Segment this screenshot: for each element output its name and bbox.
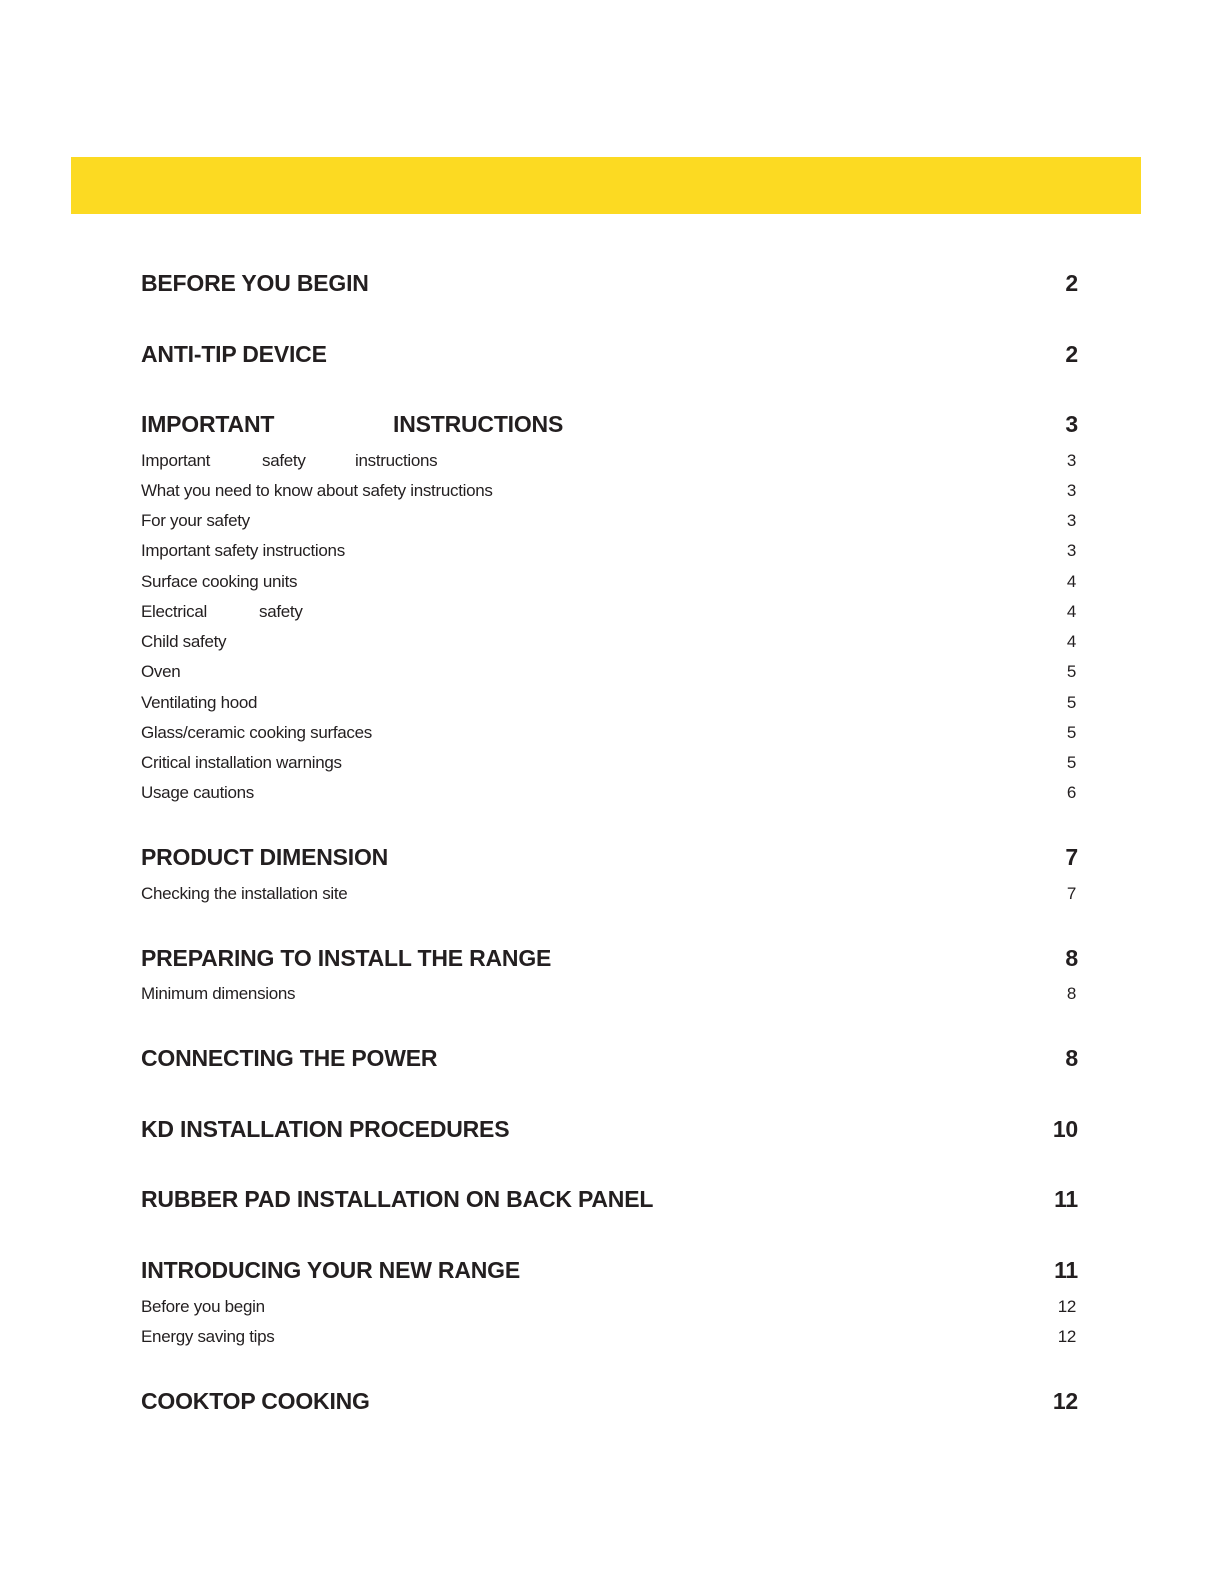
toc-subentry-label: Child safety [141,632,227,651]
toc-entry-introducing-your-new-range[interactable] [141,1257,1078,1284]
toc-subentry-label: Before you begin [141,1297,265,1316]
toc-entry-label: COOKTOP COOKING [141,1388,370,1414]
toc-page-number: 12 [1057,1297,1076,1316]
toc-page-number: 8 [1065,945,1078,971]
toc-entry-label: KD INSTALLATION PROCEDURES [141,1116,510,1142]
toc-page-number: 11 [1054,1257,1078,1283]
toc-subentry-label [141,602,303,622]
toc-entry-cooktop-cooking[interactable] [141,1388,1078,1415]
toc-subentry[interactable] [141,693,1078,713]
toc-subentry[interactable] [141,541,1078,561]
toc-page-number: 4 [1066,632,1076,651]
toc-entry-kd-installation[interactable] [141,1116,1078,1143]
toc-subentry[interactable] [141,572,1078,592]
toc-subentry[interactable] [141,753,1078,773]
toc-page-number: 2 [1065,270,1078,296]
toc-subentry[interactable] [141,783,1078,803]
toc-page-number: 11 [1054,1186,1078,1212]
toc-subentry[interactable] [141,602,1078,622]
toc-page-number: 7 [1066,884,1076,903]
toc-label-word: safety [262,451,306,470]
toc-page-number: 3 [1066,511,1076,530]
toc-page-number: 6 [1066,783,1076,802]
toc-label-word: instructions [355,451,438,470]
toc-page-number: 12 [1057,1327,1076,1346]
toc-label-word: Important [141,451,211,470]
toc-entry-label: PRODUCT DIMENSION [141,844,389,870]
toc-entry-product-dimension[interactable] [141,844,1078,871]
toc-page-number: 3 [1066,451,1076,470]
toc-page-number: 4 [1066,572,1076,591]
toc-page-number: 2 [1065,341,1078,367]
toc-page-number: 12 [1052,1388,1078,1414]
toc-label-word: INSTRUCTIONS [393,411,564,437]
toc-subentry[interactable] [141,884,1078,904]
toc-subentry-label: Glass/ceramic cooking surfaces [141,723,372,742]
toc-entry-label: PREPARING TO INSTALL THE RANGE [141,945,552,971]
toc-page-number: 3 [1065,411,1078,437]
toc-subentry[interactable] [141,632,1078,652]
toc-subentry[interactable] [141,984,1078,1004]
toc-entry-label: ANTI-TIP DEVICE [141,341,327,367]
toc-entry-important-instructions[interactable] [141,411,1078,438]
toc-entry-label: BEFORE YOU BEGIN [141,270,369,296]
toc-subentry-label: Important safety instructions [141,541,345,560]
toc-entry-anti-tip-device[interactable] [141,341,1078,368]
toc-page-number: 5 [1066,693,1076,712]
toc-subentry[interactable] [141,481,1078,501]
toc-label-word: Electrical [141,602,207,621]
toc-entry-label: CONNECTING THE POWER [141,1045,438,1071]
toc-subentry[interactable] [141,451,1078,471]
toc-subentry-label: Critical installation warnings [141,753,342,772]
toc-label-word: IMPORTANT [141,411,275,437]
toc-subentry[interactable] [141,662,1078,682]
toc-subentry-label: Checking the installation site [141,884,348,903]
toc-page-number: 7 [1065,844,1078,870]
toc-entry-before-you-begin[interactable] [141,270,1078,297]
toc-entry-connecting-the-power[interactable] [141,1045,1078,1072]
toc-subentry-label: For your safety [141,511,250,530]
toc-page-number: 3 [1066,541,1076,560]
toc-page-number: 5 [1066,723,1076,742]
toc-subentry-label: Oven [141,662,181,681]
toc-subentry-label: Ventilating hood [141,693,258,712]
toc-page-number: 3 [1066,481,1076,500]
toc-label-word: safety [259,602,303,621]
toc-entry-label: RUBBER PAD INSTALLATION ON BACK PANEL [141,1186,654,1212]
toc-subentry-label: Usage cautions [141,783,254,802]
toc-subentry[interactable] [141,1327,1078,1347]
toc-subentry-label: Energy saving tips [141,1327,275,1346]
toc-entry-rubber-pad-installation[interactable] [141,1186,1078,1213]
toc-page-number: 5 [1066,662,1076,681]
toc-page-number: 8 [1066,984,1076,1003]
toc-page-number: 4 [1066,602,1076,621]
toc-subentry-label: What you need to know about safety instructions [141,481,493,500]
toc-entry-label [141,411,563,438]
toc-page-number: 10 [1052,1116,1078,1142]
toc-subentry-label: Minimum dimensions [141,984,296,1003]
toc-subentry-label: Surface cooking units [141,572,298,591]
toc-page-number: 8 [1065,1045,1078,1071]
toc-page-number: 5 [1066,753,1076,772]
toc-subentry[interactable] [141,1297,1078,1317]
toc-entry-preparing-to-install[interactable] [141,945,1078,972]
toc-entry-label: INTRODUCING YOUR NEW RANGE [141,1257,520,1283]
toc-subentry-label [141,451,437,471]
toc-subentry[interactable] [141,511,1078,531]
toc-subentry[interactable] [141,723,1078,743]
